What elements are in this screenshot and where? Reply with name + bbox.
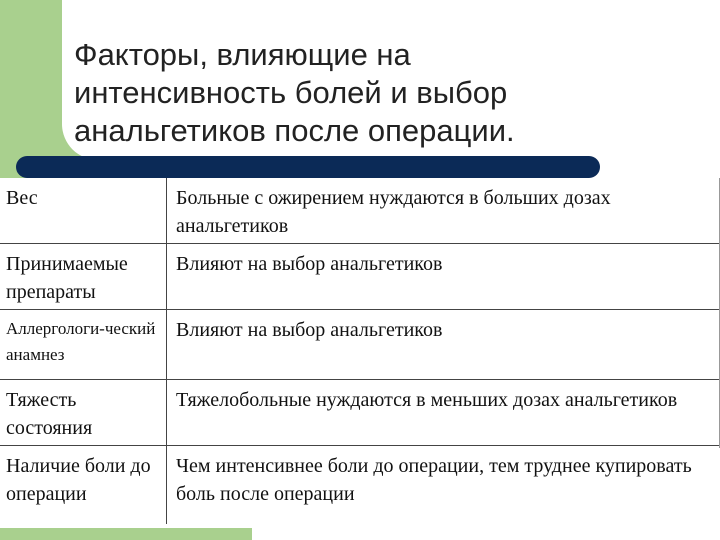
factor-cell: Принимаемые препараты (6, 253, 128, 303)
table-row (0, 380, 720, 446)
factor-cell: Наличие боли до операции (6, 455, 151, 505)
title-line-1: Факторы, влияющие на (74, 37, 411, 72)
factor-cell: Тяжесть состояния (6, 389, 93, 439)
table-row (0, 244, 720, 310)
effect-cell: Влияют на выбор анальгетиков (176, 253, 443, 275)
effect-cell: Больные с ожирением нуждаются в больших дозах анальгетиков (176, 187, 611, 237)
effect-cell: Влияют на выбор анальгетиков (176, 319, 443, 341)
title-line-3: анальгетиков после операции. (74, 113, 515, 148)
table-row (0, 446, 720, 516)
factor-cell: Аллергологи-ческий анамнез (6, 319, 156, 364)
table-row (0, 310, 720, 380)
effect-cell: Тяжелобольные нуждаются в меньших дозах анальгетиков (176, 389, 678, 411)
table-row (0, 178, 720, 244)
factor-cell: Вес (6, 187, 38, 209)
title-underline-bar (16, 156, 600, 178)
title-line-2: интенсивность болей и выбор (74, 75, 508, 110)
column-divider (166, 178, 167, 524)
effect-cell: Чем интенсивнее боли до операции, тем труднее купировать боль после операции (176, 455, 692, 505)
slide-title (74, 36, 694, 150)
factors-table (0, 178, 720, 528)
